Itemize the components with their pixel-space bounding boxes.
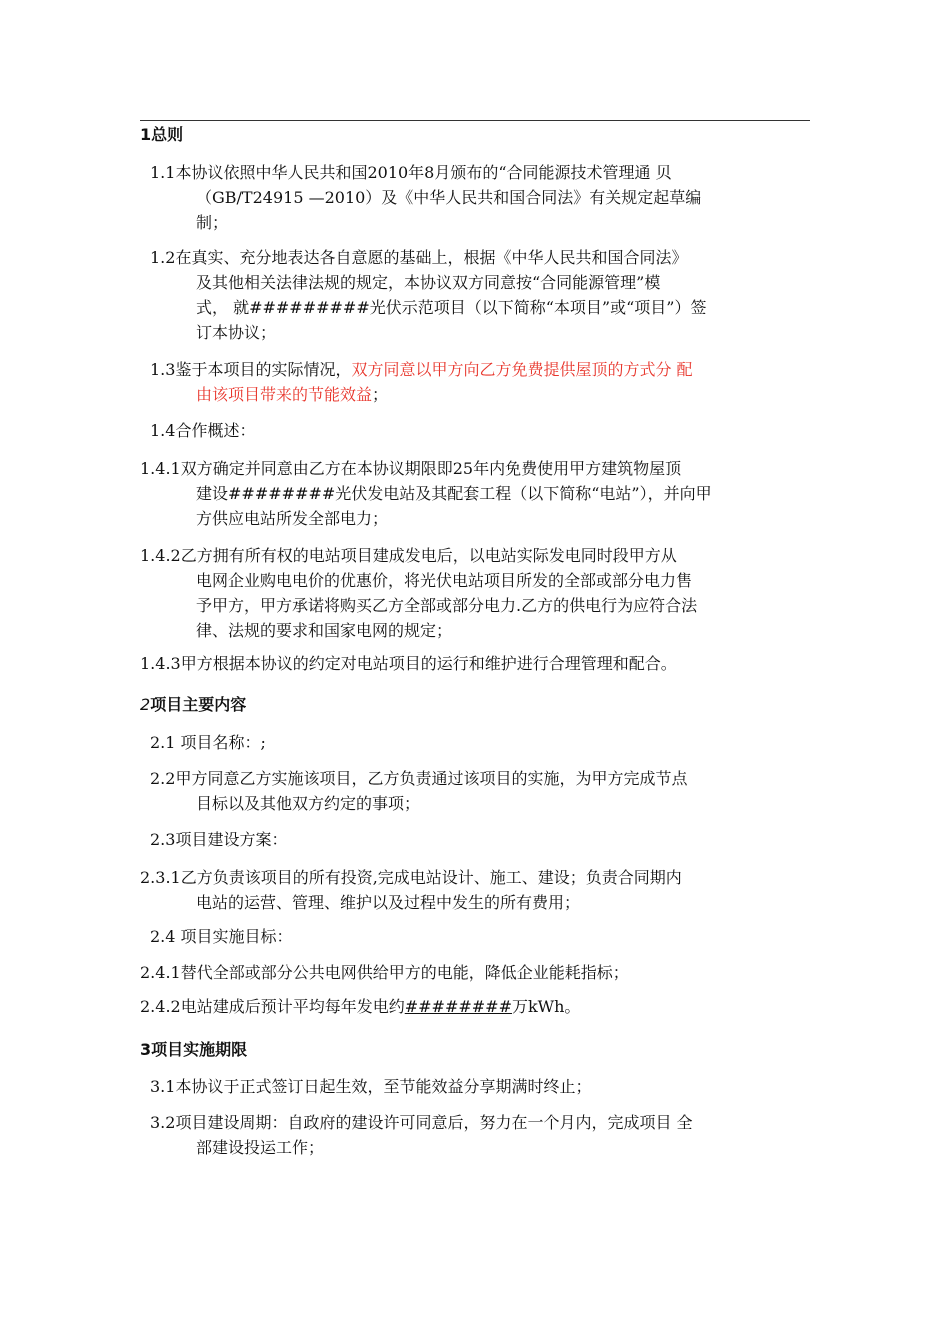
clause-number: 2.3 — [150, 830, 176, 849]
clause-number: 3.2 — [150, 1113, 176, 1132]
clause-1-4-2 — [140, 543, 697, 643]
section-title: 总则 — [151, 125, 184, 144]
clause-text: 合作概述： — [175, 421, 256, 440]
clause-number: 1.3 — [150, 360, 176, 379]
clause-text: 建设########光伏发电站及其配套工程（以下简称“电站”），并向甲 — [196, 484, 712, 503]
section-number: 2 — [140, 695, 151, 714]
clause-text: 本协议于正式签订日起生效，至节能效益分享期满时终止； — [175, 1077, 592, 1096]
clause-1-4-1 — [140, 456, 712, 531]
clause-text: 万kWh。 — [511, 997, 581, 1016]
clause-number: 1.2 — [150, 248, 176, 267]
clause-text: 予甲方，甲方承诺将购买乙方全部或部分电力.乙方的供电行为应符合法 — [196, 596, 698, 615]
clause-text: 项目建设周期：自政府的建设许可同意后，努力在一个月内，完成项目 全 — [175, 1113, 693, 1132]
clause-text: 在真实、充分地表达各自意愿的基础上，根据《中华人民共和国合同法》 — [175, 248, 688, 267]
clause-2-1 — [150, 730, 266, 755]
clause-text: 甲方同意乙方实施该项目，乙方负责通过该项目的实施，为甲方完成节点 — [175, 769, 688, 788]
clause-text: 电网企业购电电价的优惠价，将光伏电站项目所发的全部或部分电力售 — [196, 571, 693, 590]
clause-text: 项目建设方案： — [175, 830, 288, 849]
clause-number: 1.4 — [150, 421, 176, 440]
section-title: 项目主要内容 — [150, 695, 247, 714]
clause-text: 律、法规的要求和国家电网的规定； — [196, 621, 453, 640]
clause-number: 2.2 — [150, 769, 176, 788]
clause-2-3-1 — [140, 865, 682, 915]
clause-text: 乙方负责该项目的所有投资,完成电站设计、施工、建设；负责合同期内 — [180, 868, 682, 887]
clause-1-1 — [150, 160, 701, 235]
clause-1-4-3 — [140, 651, 677, 676]
header-rule — [140, 120, 810, 121]
section-title: 项目实施期限 — [151, 1040, 248, 1059]
clause-number: 2.4 — [150, 927, 176, 946]
clause-2-3 — [150, 827, 287, 852]
section-number: 3 — [140, 1040, 152, 1059]
section-heading-3 — [140, 1040, 247, 1060]
clause-text: 双方确定并同意由乙方在本协议期限即25年内免费使用甲方建筑物屋顶 — [180, 459, 682, 478]
section-heading-2 — [140, 695, 246, 715]
clause-text: （GB/T24915 —2010）及《中华人民共和国合同法》有关规定起草编 — [196, 188, 702, 207]
clause-number: 2.4.2 — [140, 997, 181, 1016]
clause-text: 乙方拥有所有权的电站项目建成发电后，以电站实际发电同时段甲方从 — [180, 546, 677, 565]
clause-text: 鉴于本项目的实际情况， — [175, 360, 352, 379]
clause-number: 2.1 — [150, 733, 176, 752]
section-number: 1 — [140, 125, 152, 144]
clause-text: 方供应电站所发全部电力； — [196, 509, 389, 528]
clause-text: 替代全部或部分公共电网供给甲方的电能，降低企业能耗指标； — [180, 963, 629, 982]
clause-number: 1.1 — [150, 163, 176, 182]
clause-3-1 — [150, 1074, 591, 1099]
clause-number: 2.3.1 — [140, 868, 181, 887]
clause-text: 甲方根据本协议的约定对电站项目的运行和维护进行合理管理和配合。 — [180, 654, 677, 673]
placeholder-value: ######## — [404, 997, 512, 1016]
clause-text: 制； — [196, 213, 229, 232]
clause-number: 1.4.2 — [140, 546, 181, 565]
highlighted-text: 由该项目带来的节能效益 — [196, 385, 373, 404]
clause-text: 电站的运营、管理、维护以及过程中发生的所有费用； — [196, 893, 581, 912]
clause-text: 本协议依照中华人民共和国2010年8月颁布的“合同能源技术管理通 贝 — [175, 163, 672, 182]
clause-number: 1.4.3 — [140, 654, 181, 673]
clause-number: 2.4.1 — [140, 963, 181, 982]
clause-number: 3.1 — [150, 1077, 176, 1096]
clause-2-2 — [150, 766, 687, 816]
clause-text: 项目名称：; — [175, 733, 266, 752]
clause-2-4 — [150, 924, 293, 949]
clause-text: 电站建成后预计平均每年发电约 — [180, 997, 405, 1016]
clause-1-4 — [150, 418, 255, 443]
clause-number: 1.4.1 — [140, 459, 181, 478]
clause-2-4-2 — [140, 994, 580, 1019]
clause-text: 订本协议； — [196, 323, 277, 342]
clause-1-2 — [150, 245, 706, 345]
clause-text: 部建设投运工作； — [196, 1138, 325, 1157]
clause-text: 目标以及其他双方约定的事项； — [196, 794, 421, 813]
clause-1-3 — [150, 357, 693, 407]
clause-2-4-1 — [140, 960, 629, 985]
clause-text: 项目实施目标： — [175, 927, 293, 946]
highlighted-text: 双方同意以甲方向乙方免费提供屋顶的方式分 配 — [351, 360, 693, 379]
clause-text: 式， 就#########光伏示范项目（以下简称“本项目”或“项目”）签 — [196, 298, 707, 317]
clause-text: 及其他相关法律法规的规定，本协议双方同意按“合同能源管理”模 — [196, 273, 661, 292]
clause-3-2 — [150, 1110, 693, 1160]
clause-text: ； — [372, 385, 389, 404]
section-heading-1 — [140, 125, 183, 145]
